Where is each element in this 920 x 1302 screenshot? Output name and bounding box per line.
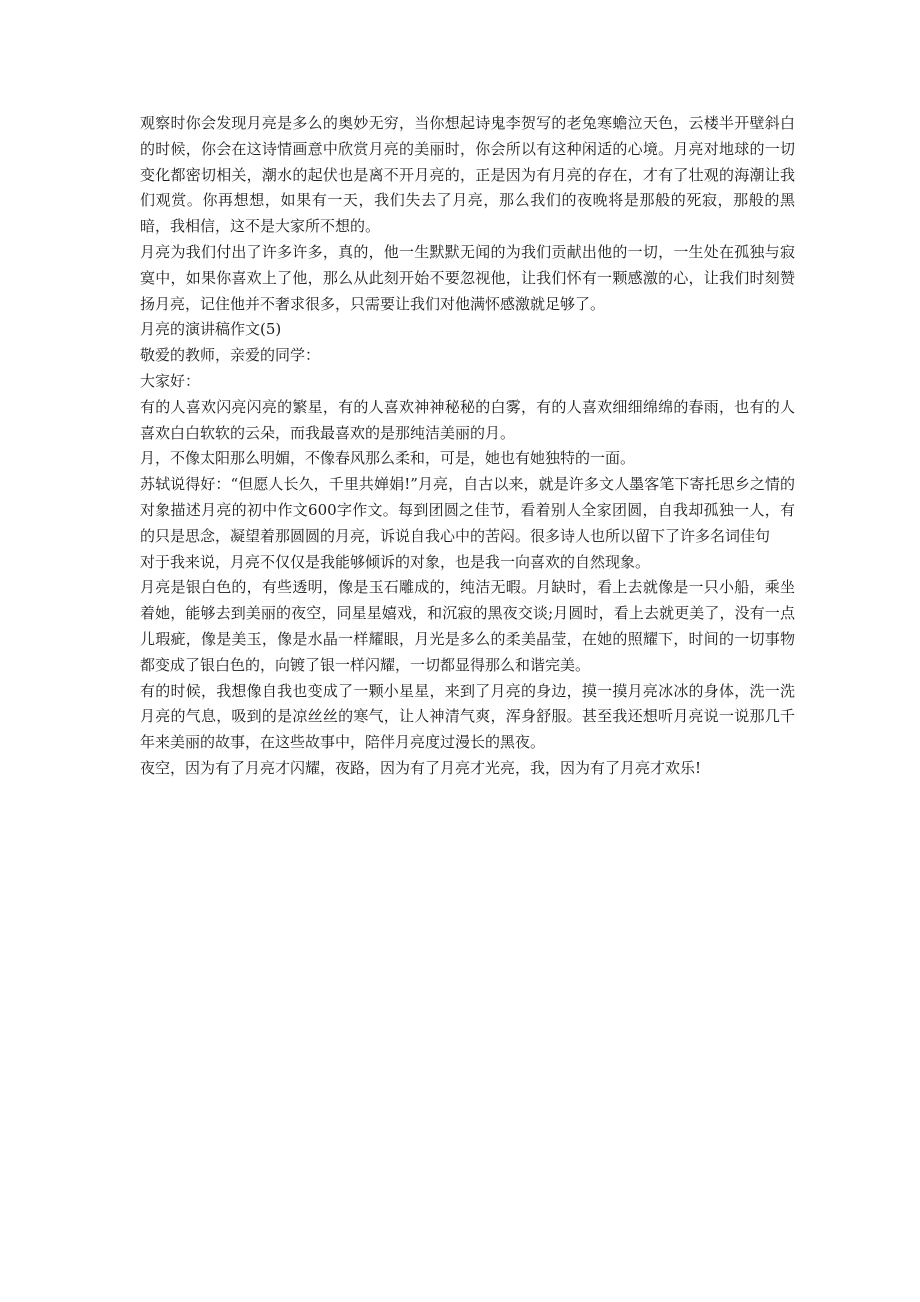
- paragraph: 有的人喜欢闪亮闪亮的繁星，有的人喜欢神神秘秘的白雾，有的人喜欢细细绵绵的春雨，也有的人喜欢白白软软的云朵，而我最喜欢的是那纯洁美丽的月。: [140, 397, 795, 442]
- paragraph: 月亮是银白色的，有些透明，像是玉石雕成的，纯洁无暇。月缺时，看上去就像是一只小船，乘坐着她，能够去到美丽的夜空，同星星嬉戏，和沉寂的黑夜交谈;月圆时，看上去就更美了，没有一点儿瑕疵，像是美玉，像是水晶一样耀眼，月光是多么的柔美晶莹，在她的照耀下，时间的一切事物都变成了银白色的，向镀了银一样闪耀，一切都显得那么和谐完美。: [140, 578, 795, 674]
- paragraph: 观察时你会发现月亮是多么的奥妙无穷，当你想起诗鬼李贺写的老兔寒蟾泣天色，云楼半开壁斜白的时候，你会在这诗情画意中欣赏月亮的美丽时，你会所以有这种闲适的心境。月亮对地球的一切变化都密切相关，潮水的起伏也是离不开月亮的，正是因为有月亮的存在，才有了壮观的海潮让我们观赏。你再想想，如果有一天，我们失去了月亮，那么我们的夜晚将是那般的死寂，那般的黑暗，我相信，这不是大家所不想的。: [140, 114, 795, 236]
- paragraph: 月，不像太阳那么明媚，不像春风那么柔和，可是，她也有她独特的一面。: [140, 449, 636, 468]
- greeting: 大家好：: [140, 371, 201, 390]
- paragraph: 有的时候，我想像自我也变成了一颗小星星，来到了月亮的身边，摸一摸月亮冰冰的身体，洗一洗月亮的气息，吸到的是凉丝丝的寒气，让人神清气爽，浑身舒服。甚至我还想听月亮说一说那几千年来美丽的故事，在这些故事中，陪伴月亮度过漫长的黑夜。: [140, 681, 795, 752]
- salutation: 敬爱的教师，亲爱的同学：: [140, 346, 321, 365]
- paragraph: 夜空，因为有了月亮才闪耀，夜路，因为有了月亮才光亮，我，因为有了月亮才欢乐!: [140, 758, 702, 777]
- paragraph: 苏轼说得好：“但愿人长久，千里共婵娟!”月亮，自古以来，就是许多文人墨客笔下寄托思乡之情的对象描述月亮的初中作文600字作文。每到团圆之佳节，看着别人全家团圆，自我却孤独一人，有的只是思念，凝望着那圆圆的月亮，诉说自我心中的苦闷。很多诗人也所以留下了许多名词佳句: [140, 475, 795, 545]
- paragraph: 月亮为我们付出了许多许多，真的，他一生默默无闻的为我们贡献出他的一切，一生处在孤独与寂寞中，如果你喜欢上了他，那么从此刻开始不要忽视他，让我们怀有一颗感激的心，让我们时刻赞扬月亮，记住他并不奢求很多，只需要让我们对他满怀感激就足够了。: [140, 242, 795, 313]
- section-title: 月亮的演讲稿作文(5): [140, 320, 282, 339]
- paragraph: 对于我来说，月亮不仅仅是我能够倾诉的对象，也是我一向喜欢的自然现象。: [140, 552, 651, 571]
- document-body: [140, 111, 795, 782]
